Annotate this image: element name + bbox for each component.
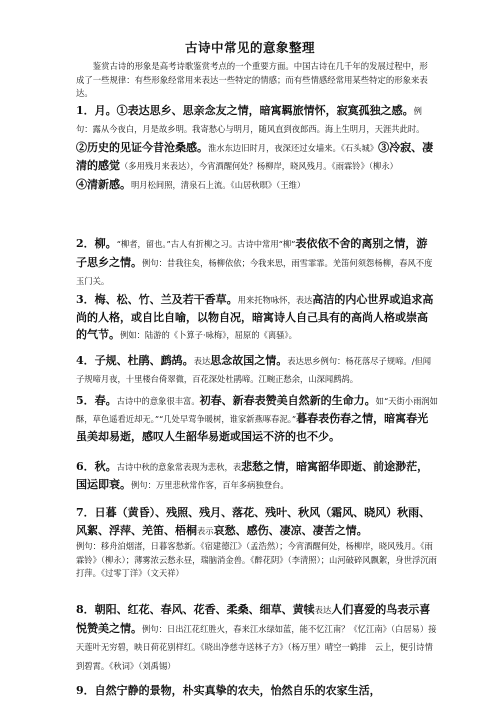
section-cuckoo <box>76 352 438 388</box>
moon-point-2: ②历史的见证今昔沧桑感。 <box>76 141 208 154</box>
cuckoo-example: 表达思乡例句：杨花落尽子规啼。/但闻子规啼月夜，十里楼台倚翠微，百花深处杜鹃啼。江畹正愁余，山深闻鹧鸪。 <box>76 356 432 384</box>
plum-heading: 3．梅、松、竹、兰及若干香草。 <box>76 293 238 306</box>
plum-meaning: 高洁的内心世界或追求高尚的人格，或自比自喻，以物自况，暗寓诗人自己具有的高尚人格或崇高的气节。 <box>76 293 434 341</box>
section-plum-pine <box>76 291 438 344</box>
sunrise-heading: 8．朝阳、红花、春风、花香、柔桑、细草、黄犊 <box>76 603 315 616</box>
section-autumn <box>76 458 438 494</box>
moon-example: 例句：露从今夜白，月是故乡明。我寄愁心与明月，随风直到夜郎西。海上生明月，天涯共此时。 <box>76 106 425 134</box>
moon-point-3: ③冷寂、凄清的感觉 <box>76 141 434 172</box>
section-spring <box>76 392 438 445</box>
sunrise-meaning: 人们喜爱的鸟表示喜悦赞美之情。 <box>76 603 431 635</box>
spring-heading: 5．春。 <box>76 394 117 407</box>
spring-intro: 古诗中的意象很丰富。 <box>116 396 200 406</box>
autumn-heading: 6．秋。 <box>76 460 117 473</box>
section-willow <box>76 235 438 291</box>
spring-example: 如“天街小雨润如酥，草色遥看近却无。”“几处早莺争暖树，谁家新燕啄春泥。” <box>76 396 438 424</box>
cuckoo-meaning: 思念故国之情。 <box>210 354 288 367</box>
section-dusk <box>76 504 438 581</box>
willow-meaning: 表依依不舍的离别之情，游子思乡之情。 <box>76 237 428 269</box>
cuckoo-intro: 表达 <box>193 356 211 366</box>
moon-heading: 1．月。①表达思乡、思亲念友之情，暗寓羁旅情怀，寂寞孤独之感。 <box>76 104 414 117</box>
willow-heading: 2．柳。 <box>76 237 117 250</box>
section-moon <box>76 102 438 194</box>
dusk-heading: 7．日暮（黄昏）、残照、残月、落花、残叶、秋风（霜风、晓风）秋雨、风絮、浮萍、羌笛、梧桐 <box>76 506 431 537</box>
spring-late-meaning: 暮春表伤春之情，暗寓春光虽美却易逝，感叹人生韶华易逝或国运不济的也不少。 <box>76 412 429 443</box>
spring-early-meaning: 初春、新春表赞美自然新的生命力。 <box>199 394 376 407</box>
moon-point-4: ④清新感。 <box>76 178 131 191</box>
autumn-intro: 古诗中秋的意象常表现为悲秋，表 <box>116 462 242 472</box>
sunrise-intro: 表达 <box>314 605 332 615</box>
autumn-meaning: 悲愁之情，暗寓韶华即逝、前途渺茫，国运即衰。 <box>76 460 429 491</box>
intro-paragraph: 鉴赏古诗的形象是高考诗歌鉴赏考点的一个重要方面。中国古诗在几千年的发展过程中，形成了一些规律：有些形象经常用来表达一些特定的情感；而有些情感经常用某些特定的形象来表达。 <box>76 61 428 98</box>
dusk-meaning: 哀愁、感伤、凄凉、凄苦之情。 <box>213 524 368 537</box>
moon-point-2-example: 淮水东边旧时月，夜深还过女墙来。《石头城》 <box>208 143 379 153</box>
plum-example: 例如：陆游的《卜算子·咏梅》，屈原的《离骚》。 <box>120 330 297 340</box>
autumn-example: 例句：万里悲秋常作客，百年多病独登台。 <box>131 480 289 490</box>
willow-intro: “柳者，留也。”古人有折柳之习。古诗中常用“柳” <box>116 239 296 249</box>
dusk-example: 例句：移舟泊烟渚，日暮客愁新。《宿建德江》（孟浩然）；今宵酒醒何处，杨柳岸，晓风残月。《雨霖铃》（柳永）；薄雾浓云愁永昼，瑞脑消金兽。《醉花阴》（李清照）；山河破碎风飘絮，身世浮沉雨打萍。《过零丁洋》（文天祥） <box>76 541 437 578</box>
moon-point-4-example: 明月松间照，清泉石上流。《山居秋暝》（王维） <box>131 180 306 190</box>
page-title: 古诗中常见的意象整理 <box>184 40 315 55</box>
section-sunrise <box>76 601 438 675</box>
cuckoo-heading: 4．子规、杜鹃、鹧鸪。 <box>76 354 194 367</box>
moon-point-3-example: （多用残月来表达），今宵酒醒何处？杨柳岸，晓风残月。《雨霖铃》（柳永） <box>120 161 398 171</box>
dusk-intro: 表示 <box>197 526 214 536</box>
willow-example: 例句：昔我往矣，杨柳依依；今我来思，雨雪霏霏。羌笛何须怨杨柳，春风不度玉门关。 <box>76 257 433 286</box>
plum-intro: 用来托物咏怀，表达 <box>237 295 313 305</box>
section-pastoral <box>76 682 438 699</box>
pastoral-heading: 9．自然宁静的景物，朴实真挚的农夫，怡然自乐的农家生活， <box>76 684 381 697</box>
sunrise-example: 例句：日出江花红胜火，春来江水绿如蓝，能不忆江南？《忆江南》（白居易）接天莲叶无穷碧，映日荷花别样红。《晓出净慈寺送林子方》（杨万里）晴空一鹤排 云上，便引诗情到碧霄。《秋词》（刘禹锡） <box>76 623 437 671</box>
